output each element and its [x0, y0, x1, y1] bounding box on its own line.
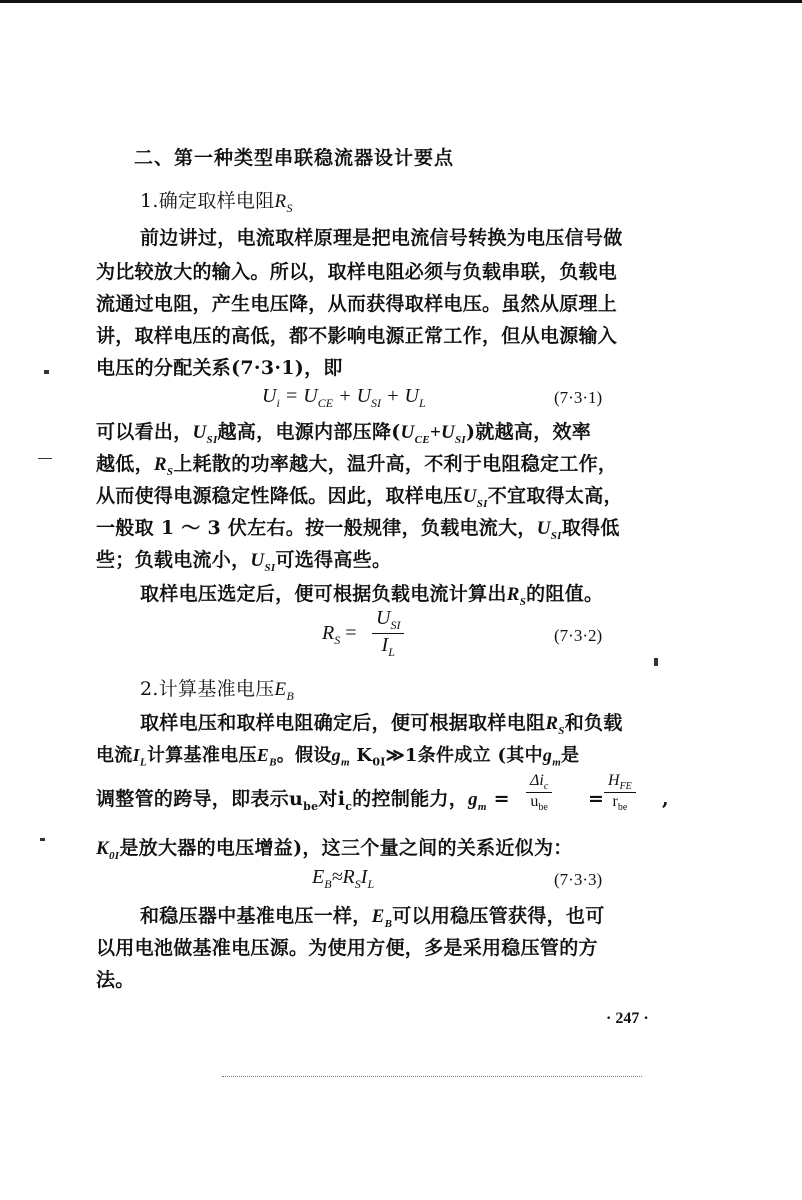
- scan-dotted-line: [222, 1076, 642, 1077]
- scan-speck: [40, 838, 45, 841]
- para4-line1: [140, 711, 623, 743]
- para2-line3: [96, 484, 623, 516]
- eq2-denominator: $I_L$: [381, 634, 395, 659]
- para4-l2c: 。假设: [276, 745, 332, 766]
- para4-l2a: 电流: [96, 745, 133, 766]
- eq2-lhs: R: [322, 622, 335, 644]
- item1-sub: S: [286, 200, 293, 215]
- para2-l3b: 不宜取得太高，: [487, 485, 623, 507]
- para2-usi-4: $U_{SI}$: [250, 550, 276, 574]
- para1-line5: 电压的分配关系(7·3·1)，即: [96, 357, 343, 379]
- page-number: · 247 ·: [606, 1010, 649, 1027]
- para4-gm: $g_m$: [331, 745, 350, 769]
- para4-l3a: 调整管的跨导，即表示u: [96, 788, 304, 810]
- gm-fraction-2: [604, 772, 636, 813]
- section-title: 二、第一种类型串联稳流器设计要点: [134, 147, 455, 169]
- para4-eb: $E_B$: [256, 745, 277, 769]
- para4-il: $I_L$: [132, 745, 147, 769]
- gm-frac1-num: $\Delta i_c$: [530, 772, 549, 793]
- top-border-rule: [0, 0, 802, 3]
- para5-line3: 法。: [96, 969, 135, 991]
- gm-fraction-1: [526, 772, 552, 813]
- para2-l1a: 可以看出，: [96, 421, 193, 443]
- gm-equals-2: =: [588, 788, 605, 810]
- eq2-numerator: $U_{SI}$: [376, 607, 401, 632]
- eq2-equals: =: [340, 622, 357, 644]
- para4-be-sub: be: [303, 799, 319, 813]
- para4-l1b: 和负载: [564, 712, 623, 734]
- para4-gm-2: $g_m$: [542, 745, 562, 769]
- para4-gm-3: $g_m$: [468, 789, 487, 813]
- gm-frac2-den: $r_{be}$: [612, 793, 628, 814]
- para4-l2b: 计算基准电压: [146, 745, 257, 766]
- para4-l4a: 是放大器的电压增益)，这三个量之间的关系近似为：: [119, 837, 573, 859]
- para2-l1c: )就越高，效率: [466, 421, 592, 443]
- item2-var: E: [274, 679, 287, 700]
- eq3-approx: ≈R: [331, 866, 355, 888]
- para2-l2b: 上耗散的功率越大，温升高，不利于电阻稳定工作，: [173, 453, 618, 475]
- eq1-sub-l: L: [419, 396, 426, 410]
- eq3-sub-l: L: [367, 877, 375, 891]
- para4-l2f: 是: [561, 745, 580, 766]
- para1-line4: 讲，取样电压的高低，都不影响电源正常工作，但从电源输入: [96, 325, 618, 347]
- para4-l3b: 对i: [318, 788, 346, 810]
- para2-l2a: 越低，: [96, 453, 154, 475]
- eq1-usi: + U: [333, 385, 372, 407]
- eq1-u: U: [262, 385, 277, 407]
- para2-usi-1: $U_{SI}$: [192, 422, 218, 446]
- para2-line2: [96, 452, 617, 484]
- para2-l5a: 些；负载电流小，: [96, 549, 251, 571]
- eq1-sub-ce: CE: [317, 396, 334, 410]
- eq1-uce: = U: [279, 385, 318, 407]
- para3-l1a: 取样电压选定后，便可根据负载电流计算出: [140, 583, 507, 605]
- para5-line2: 以用电池做基准电压源。为使用方便，多是采用稳压管的方: [96, 937, 598, 959]
- eq3-i: I: [360, 866, 368, 888]
- para4-l2e: ≫1条件成立 (其中: [385, 745, 543, 766]
- para4-l2d: K: [349, 745, 373, 766]
- gm-frac1-den: $u_{be}$: [530, 793, 548, 814]
- para2-uce-usi: $U_{CE}+U_{SI}$: [400, 422, 467, 446]
- para4-equals: =: [486, 788, 510, 810]
- para5-line1: [140, 904, 605, 936]
- equation-number-7-3-2: (7·3·2): [554, 626, 603, 645]
- scan-speck: [38, 458, 52, 459]
- para4-rs: $R_S$: [545, 713, 565, 737]
- para4-l1a: 取样电压和取样电阻确定后，便可根据取样电阻: [140, 712, 546, 734]
- item1-heading: [140, 189, 293, 220]
- para3-rs: $R_S$: [506, 584, 527, 608]
- gm-frac2-num: $H_{FE}$: [608, 772, 632, 793]
- para4-line3: [96, 787, 510, 819]
- para2-l4a: 一般取 1 ～ 3 伏左右。按一般规律，负载电流大，: [96, 517, 537, 539]
- eq1-sub-si: SI: [371, 396, 382, 410]
- para5-l1b: 可以用稳压管获得，也可: [392, 905, 605, 927]
- para5-eb: $E_B$: [371, 906, 393, 930]
- scan-speck: [654, 658, 658, 666]
- para3-l1b: 的阻值。: [526, 583, 604, 605]
- equation-7-3-2-fraction: [372, 607, 404, 660]
- eq2-lhs-sub: S: [334, 633, 341, 647]
- eq3-sub-b: B: [324, 877, 332, 891]
- para4-l3c: 的控制能力，: [352, 788, 469, 810]
- para1-line1: 前边讲过，电流取样原理是把电流信号转换为电压信号做: [140, 227, 623, 249]
- scan-speck: [44, 370, 49, 374]
- eq1-ul: + U: [381, 385, 419, 407]
- para2-line5: [96, 548, 391, 580]
- para1-line2: 为比较放大的输入。所以，取样电阻必须与负载串联，负载电: [96, 261, 618, 283]
- para2-line4: [96, 516, 620, 548]
- item1-var: R: [274, 191, 287, 212]
- para4-k-sub: 0I: [372, 755, 386, 769]
- item1-heading-text: 1.确定取样电阻: [140, 190, 275, 212]
- eq3-e: E: [312, 866, 325, 888]
- eq3-sub-s: S: [354, 877, 361, 891]
- para2-l3a: 从而使得电源稳定性降低。因此，取样电压: [96, 485, 463, 507]
- gm-comma: ,: [662, 788, 669, 810]
- para2-rs: $R_S$: [153, 454, 174, 478]
- para1-line3: 流通过电阻，产生电压降，从而获得取样电压。虽然从原理上: [96, 293, 618, 315]
- para2-line1: [96, 420, 591, 452]
- equation-7-3-1: [262, 385, 426, 411]
- para5-l1a: 和稳压器中基准电压一样，: [140, 905, 372, 927]
- para2-l1b: 越高，电源内部压降(: [217, 421, 401, 443]
- para2-l5b: 可选得高些。: [275, 549, 392, 571]
- equation-7-3-2-lhs: [322, 622, 357, 648]
- para4-c-sub: c: [345, 799, 353, 813]
- para2-usi-3: $U_{SI}$: [536, 518, 562, 542]
- item2-heading-text: 2.计算基准电压: [140, 678, 275, 700]
- equation-number-7-3-1: (7·3·1): [554, 388, 603, 407]
- item2-heading: [140, 677, 294, 708]
- para2-l4b: 取得低: [561, 517, 620, 539]
- para4-line4: [96, 836, 573, 868]
- equation-number-7-3-3: (7·3·3): [554, 870, 603, 889]
- para4-line2: [96, 743, 579, 775]
- para4-k0i: $K_{0I}$: [96, 838, 120, 862]
- para2-usi-2: $U_{SI}$: [462, 486, 488, 510]
- equation-7-3-3: [312, 866, 374, 892]
- eq1-sub-i: i: [276, 396, 280, 410]
- item2-sub: B: [286, 688, 295, 703]
